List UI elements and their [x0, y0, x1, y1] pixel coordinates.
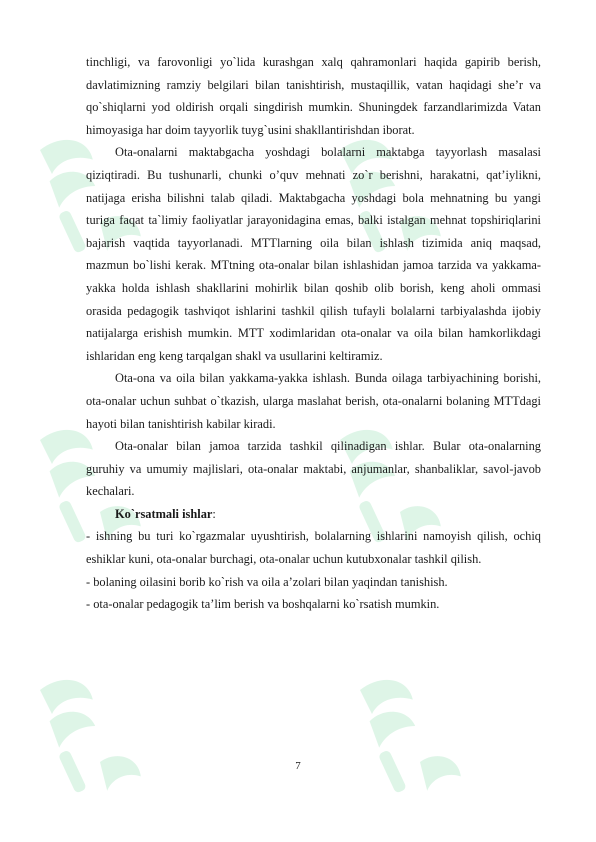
list-item: - bolaning oilasini borib ko`rish va oila a’zolari bilan yaqindan tanishish.: [86, 574, 448, 589]
list-item: - ishning bu turi ko`rgazmalar uyushtirish, bolalarning ishlarini namoyish qilish, ochiq eshiklar kuni, ota-onalar burchagi, ota-onalar uchun kutubxonalar tashkil qilish.: [86, 529, 541, 567]
section-heading-title: Ko`rsatmali ishlar: [115, 506, 213, 521]
section-heading: [86, 503, 541, 526]
watermark-logo-icon: [360, 680, 461, 794]
section-heading-suffix: :: [212, 506, 216, 521]
watermark-logo-icon: [40, 680, 141, 794]
paragraph: Ota-onalarni maktabgacha yoshdagi bolalarni maktabga tayyorlash masalasi qiziqtiradi. Bu tushunarli, chunki o’quv mehnati zo`r berishni, harakatni, qat’iylikni, natijaga erisha bilishni talab qiladi. Maktabgacha yoshdagi bola mehnatning bu yangi turiga faqat ta`limiy faoliyatlar jarayonidagina emas, balki istalgan mehnat topshiriqlarini bajarish vaqtida tayyorlanadi. MTTlarning oila bilan ishlash tizimida aniq maqsad, mazmun bo`lishi kerak. MTtning ota-onalar bilan ishlashidan jamoa tarzida va yakkama-yakka holda ishlash shakllarini mohirlik bilan qoshib olib borish, keng aholi ommasi orasida pedagogik tashviqot ishlarini tashkil qilish tufayli bolalarni tarbiyalashda ijobiy natijalarga erishish mumkin. MTT xodimlaridan ota-onalar va oila bilan hamkorlikdagi ishlaridan eng keng tarqalgan shakl va usullarini keltiramiz.: [86, 145, 541, 363]
list-item: - ota-onalar pedagogik ta’lim berish va boshqalarni ko`rsatish mumkin.: [86, 597, 440, 612]
paragraph: Ota-ona va oila bilan yakkama-yakka ishlash. Bunda oilaga tarbiyachining borishi, ota-onalar uchun suhbat o`tkazish, ularga maslahat berish, ota-onalarni bolaning MTTdagi hayoti bilan tanishtirish kabilar kiradi.: [86, 371, 541, 431]
paragraph: tinchligi, va farovonligi yo`lida kurashgan xalq qahramonlari haqida gapirib berish, davlatimizning ramziy belgilari bilan tanishtirish, mustaqillik, vatan haqidagi she’r va qo`shiqlarni yod oldirish orqali singdirish mumkin. Shuningdek farzandlarimizda Vatan himoyasiga har doim tayyorlik tuyg`usini shakllantirishdan iborat.: [86, 55, 541, 137]
page-number: 7: [295, 760, 301, 772]
paragraph: Ota-onalar bilan jamoa tarzida tashkil qilinadigan ishlar. Bular ota-onalarning guruhiy va umumiy majlislari, ota-onalar maktabi, anjumanlar, shanbaliklar, savol-javob kechalari.: [86, 439, 541, 499]
document-body: [86, 51, 541, 616]
